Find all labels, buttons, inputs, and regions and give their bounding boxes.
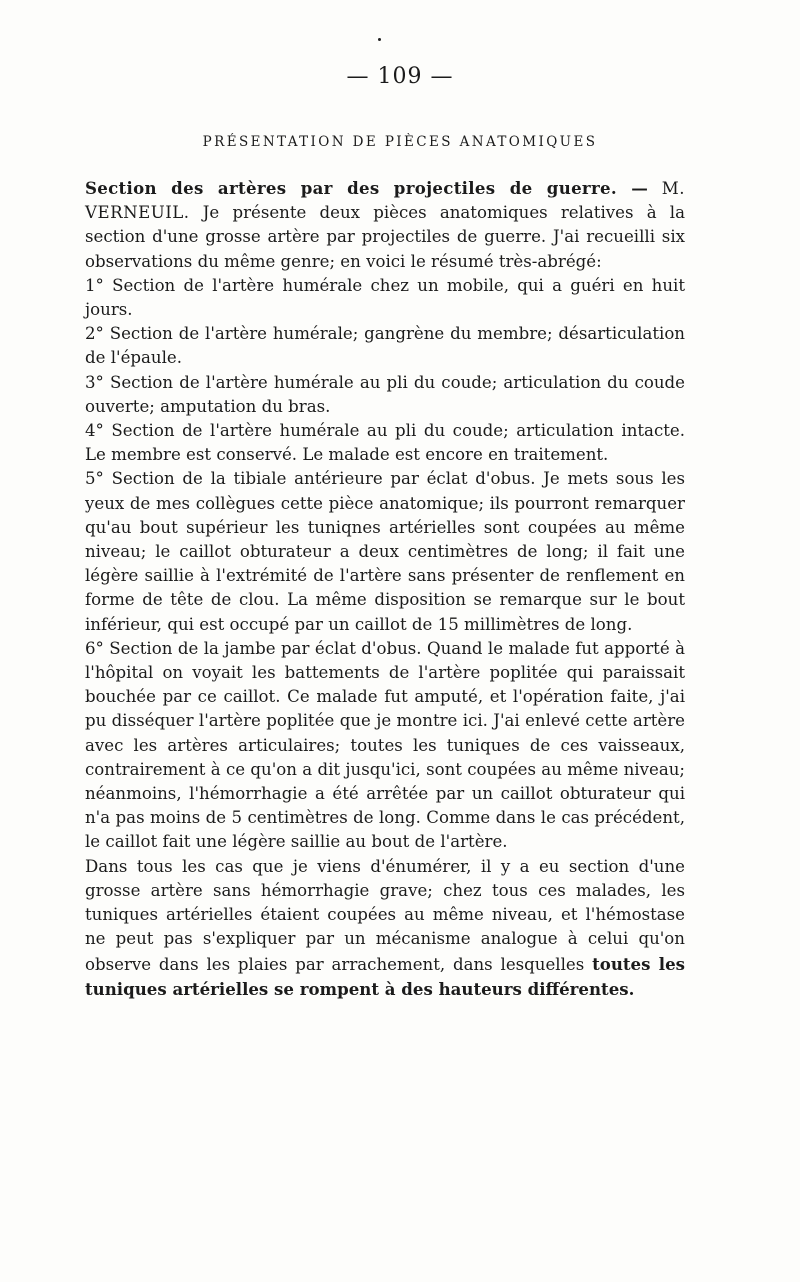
- conclusion-text: Dans tous les cas que je viens d'énumérer, il y a eu section d'une grosse artère sans hémorrhagie grave; chez tous ces malades, les tuniques artérielles étaient coupées au même niveau, et l'hémostase ne peut pas s'expliquer par un mécanisme analogue à celui qu'on observe dans les plaies par arrachement, dans lesquelles: [85, 856, 685, 974]
- article-title: Section des artères par des projectiles de guerre. —: [85, 178, 649, 198]
- speaker-name: M. VERNEUIL.: [85, 179, 685, 223]
- observation-5: 5° Section de la tibiale antérieure par éclat d'obus. Je mets sous les yeux de mes collègues cette pièce anatomique; ils pourront remarquer qu'au bout supérieur les tuniqnes artérielles sont coupées au même niveau; le caillot obturateur a deux centimètres de long; il fait une légère saillie à l'extrémité de l'artère sans présenter de renflement en forme de tête de clou. La même disposition se remarque sur le bout inférieur, qui est occupé par un caillot de 15 millimètres de long.: [85, 469, 685, 634]
- article-intro: Je présente deux pièces anatomiques relatives à la section d'une grosse artère par projectiles de guerre. J'ai recueilli six observations du même genre; en voici le résumé très-abrégé:: [85, 203, 686, 271]
- ink-speck: [378, 38, 381, 41]
- article-body: [85, 176, 685, 1002]
- conclusion-closing-text: toutes les tuniques artérielles se rompent à des hauteurs différentes.: [85, 953, 685, 999]
- observation-3: 3° Section de l'artère humérale au pli du coude; articulation du coude ouverte; amputation du bras.: [85, 372, 685, 416]
- running-head: PRÉSENTATION DE PIÈCES ANATOMIQUES: [202, 134, 598, 150]
- observation-4: 4° Section de l'artère humérale au pli du coude; articulation intacte. Le membre est conservé. Le malade est encore en traitement.: [85, 421, 685, 465]
- observation-2: 2° Section de l'artère humérale; gangrène du membre; désarticulation de l'épaule.: [85, 324, 685, 368]
- observation-1: 1° Section de l'artère humérale chez un mobile, qui a guéri en huit jours.: [85, 275, 685, 320]
- article-opening-paragraph: [85, 176, 685, 274]
- conclusion-paragraph: [85, 855, 685, 1002]
- page-number: — 109 —: [346, 64, 454, 89]
- observation-6: 6° Section de la jambe par éclat d'obus. Quand le malade fut apporté à l'hôpital on voyait les battements de l'artère poplitée qui paraissait bouchée par ce caillot. Ce malade fut amputé, et l'opération faite, j'ai pu disséquer l'artère poplitée que je montre ici. J'ai enlevé cette artère avec les artères articulaires; toutes les tuniques de ces vaisseaux, contrairement à ce qu'on a dit jusqu'ici, sont coupées au même niveau; néanmoins, l'hémorrhagie a été arrêtée par un caillot obturateur qui n'a pas moins de 5 centimètres de long. Comme dans le cas précédent, le caillot fait une légère saillie au bout de l'artère.: [85, 638, 685, 852]
